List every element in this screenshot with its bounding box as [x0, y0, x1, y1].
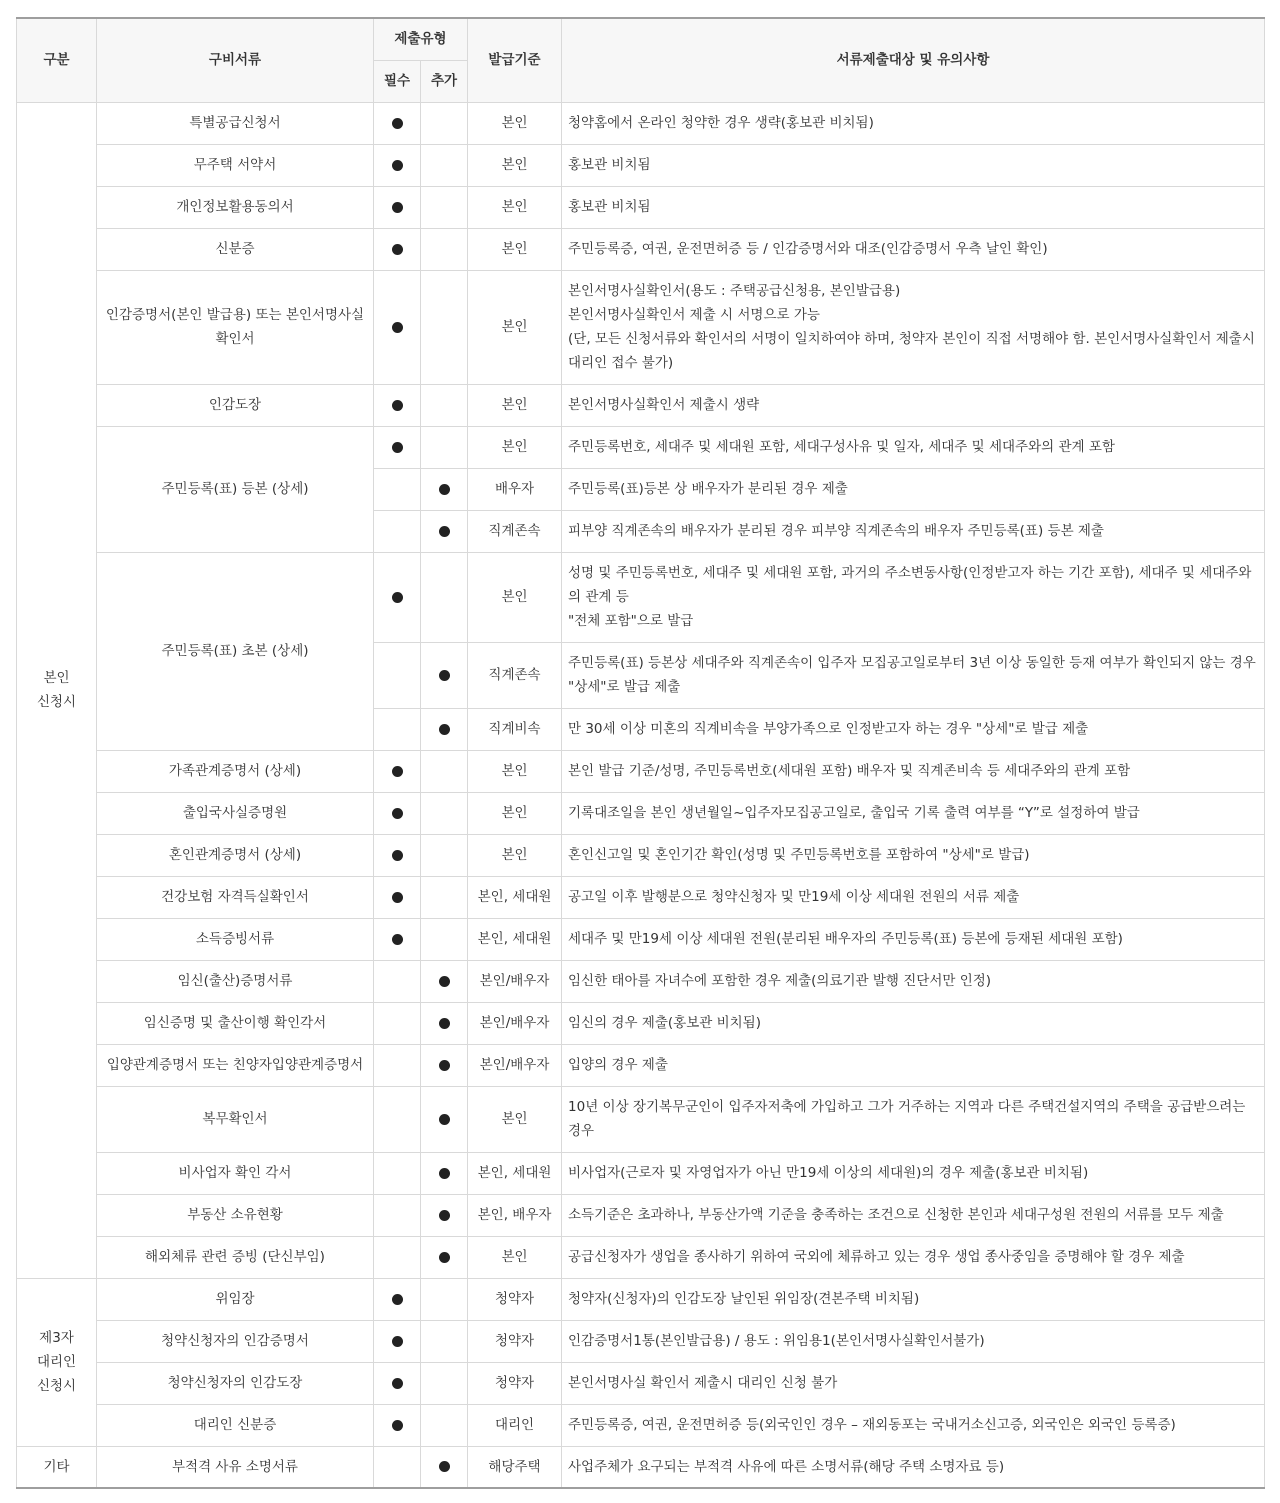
table-row [17, 1362, 1265, 1404]
filled-circle-icon [392, 244, 403, 255]
header-issue-basis: 발급기준 [468, 18, 562, 102]
table-row [17, 1278, 1265, 1320]
additional-cell [421, 186, 468, 228]
issue-basis-cell: 청약자 [468, 1320, 562, 1362]
issue-basis-cell: 본인 [468, 750, 562, 792]
issue-basis-cell: 배우자 [468, 468, 562, 510]
filled-circle-icon [392, 1294, 403, 1305]
issue-basis-cell: 본인 [468, 552, 562, 642]
required-cell [374, 468, 421, 510]
filled-circle-icon [392, 808, 403, 819]
document-cell: 청약신청자의 인감도장 [97, 1362, 374, 1404]
issue-basis-cell: 본인/배우자 [468, 1044, 562, 1086]
required-cell [374, 102, 421, 144]
table-row [17, 426, 1265, 468]
required-cell [374, 1404, 421, 1446]
document-cell: 출입국사실증명원 [97, 792, 374, 834]
additional-cell [421, 384, 468, 426]
issue-basis-cell: 본인/배우자 [468, 1002, 562, 1044]
table-row [17, 1152, 1265, 1194]
issue-basis-cell: 본인/배우자 [468, 960, 562, 1002]
document-cell: 소득증빙서류 [97, 918, 374, 960]
additional-cell [421, 642, 468, 708]
issue-basis-cell: 직계비속 [468, 708, 562, 750]
notes-cell: 만 30세 이상 미혼의 직계비속을 부양가족으로 인정받고자 하는 경우 "상세"로 발급 제출 [562, 708, 1265, 750]
notes-cell: 소득기준은 초과하나, 부동산가액 기준을 충족하는 조건으로 신청한 본인과 세대구성원 전원의 서류를 모두 제출 [562, 1194, 1265, 1236]
filled-circle-icon [392, 592, 403, 603]
table-row [17, 792, 1265, 834]
additional-cell [421, 144, 468, 186]
notes-cell: 피부양 직계존속의 배우자가 분리된 경우 피부양 직계존속의 배우자 주민등록(표) 등본 제출 [562, 510, 1265, 552]
additional-cell [421, 960, 468, 1002]
required-cell [374, 1044, 421, 1086]
issue-basis-cell: 본인 [468, 834, 562, 876]
additional-cell [421, 1404, 468, 1446]
document-cell: 가족관계증명서 (상세) [97, 750, 374, 792]
document-cell: 주민등록(표) 초본 (상세) [97, 552, 374, 750]
issue-basis-cell: 본인 [468, 792, 562, 834]
required-cell [374, 510, 421, 552]
table-row [17, 1404, 1265, 1446]
table-row [17, 750, 1265, 792]
table-row [17, 1002, 1265, 1044]
filled-circle-icon [439, 1114, 450, 1125]
additional-cell [421, 102, 468, 144]
notes-cell: 본인 발급 기준/성명, 주민등록번호(세대원 포함) 배우자 및 직계존비속 등 세대주와의 관계 포함 [562, 750, 1265, 792]
notes-cell: 본인서명사실 확인서 제출시 대리인 신청 불가 [562, 1362, 1265, 1404]
required-cell [374, 186, 421, 228]
issue-basis-cell: 본인, 세대원 [468, 918, 562, 960]
issue-basis-cell: 청약자 [468, 1278, 562, 1320]
required-cell [374, 918, 421, 960]
header-group: 구분 [17, 18, 97, 102]
header-document: 구비서류 [97, 18, 374, 102]
table-row [17, 1320, 1265, 1362]
required-cell [374, 960, 421, 1002]
document-cell: 청약신청자의 인감증명서 [97, 1320, 374, 1362]
required-cell [374, 1002, 421, 1044]
table-row [17, 876, 1265, 918]
filled-circle-icon [439, 670, 450, 681]
notes-cell: 홍보관 비치됨 [562, 144, 1265, 186]
document-cell: 개인정보활용동의서 [97, 186, 374, 228]
issue-basis-cell: 본인 [468, 144, 562, 186]
filled-circle-icon [439, 1018, 450, 1029]
additional-cell [421, 270, 468, 384]
group-cell: 제3자 대리인 신청시 [17, 1278, 97, 1446]
additional-cell [421, 876, 468, 918]
required-cell [374, 270, 421, 384]
header-additional: 추가 [421, 60, 468, 102]
required-cell [374, 876, 421, 918]
notes-cell: 혼인신고일 및 혼인기간 확인(성명 및 주민등록번호를 포함하여 "상세"로 발급) [562, 834, 1265, 876]
required-cell [374, 144, 421, 186]
required-cell [374, 1086, 421, 1152]
filled-circle-icon [439, 1210, 450, 1221]
issue-basis-cell: 해당주택 [468, 1446, 562, 1488]
document-cell: 복무확인서 [97, 1086, 374, 1152]
notes-cell: 주민등록(표)등본 상 배우자가 분리된 경우 제출 [562, 468, 1265, 510]
required-cell [374, 1446, 421, 1488]
additional-cell [421, 426, 468, 468]
document-cell: 대리인 신분증 [97, 1404, 374, 1446]
notes-cell: 홍보관 비치됨 [562, 186, 1265, 228]
required-cell [374, 384, 421, 426]
table-row [17, 186, 1265, 228]
required-cell [374, 1320, 421, 1362]
table-row [17, 228, 1265, 270]
filled-circle-icon [392, 118, 403, 129]
required-cell [374, 1194, 421, 1236]
required-cell [374, 792, 421, 834]
table-row [17, 1086, 1265, 1152]
notes-cell: 입양의 경우 제출 [562, 1044, 1265, 1086]
issue-basis-cell: 본인 [468, 426, 562, 468]
notes-cell: 10년 이상 장기복무군인이 입주자저축에 가입하고 그가 거주하는 지역과 다른 주택건설지역의 주택을 공급받으려는 경우 [562, 1086, 1265, 1152]
issue-basis-cell: 본인, 배우자 [468, 1194, 562, 1236]
table-row [17, 1044, 1265, 1086]
filled-circle-icon [392, 160, 403, 171]
issue-basis-cell: 직계존속 [468, 642, 562, 708]
filled-circle-icon [392, 850, 403, 861]
document-cell: 비사업자 확인 각서 [97, 1152, 374, 1194]
notes-cell: 기록대조일을 본인 생년월일~입주자모집공고일로, 출입국 기록 출력 여부를 “Y”로 설정하여 발급 [562, 792, 1265, 834]
additional-cell [421, 1152, 468, 1194]
issue-basis-cell: 본인 [468, 270, 562, 384]
required-cell [374, 426, 421, 468]
table-row [17, 102, 1265, 144]
additional-cell [421, 792, 468, 834]
notes-cell: 성명 및 주민등록번호, 세대주 및 세대원 포함, 과거의 주소변동사항(인정받고자 하는 기간 포함), 세대주 및 세대주와의 관계 등 "전체 포함"으로 발급 [562, 552, 1265, 642]
document-cell: 부적격 사유 소명서류 [97, 1446, 374, 1488]
table-row [17, 1236, 1265, 1278]
filled-circle-icon [392, 934, 403, 945]
additional-cell [421, 750, 468, 792]
additional-cell [421, 1236, 468, 1278]
additional-cell [421, 552, 468, 642]
filled-circle-icon [439, 724, 450, 735]
header-required: 필수 [374, 60, 421, 102]
table-row [17, 270, 1265, 384]
additional-cell [421, 834, 468, 876]
document-cell: 인감증명서(본인 발급용) 또는 본인서명사실확인서 [97, 270, 374, 384]
required-cell [374, 1278, 421, 1320]
filled-circle-icon [439, 484, 450, 495]
issue-basis-cell: 본인 [468, 384, 562, 426]
document-cell: 임신증명 및 출산이행 확인각서 [97, 1002, 374, 1044]
table-row [17, 834, 1265, 876]
filled-circle-icon [439, 976, 450, 987]
filled-circle-icon [439, 1168, 450, 1179]
document-cell: 위임장 [97, 1278, 374, 1320]
additional-cell [421, 1446, 468, 1488]
required-cell [374, 834, 421, 876]
filled-circle-icon [392, 322, 403, 333]
document-cell: 주민등록(표) 등본 (상세) [97, 426, 374, 552]
table-body [17, 102, 1265, 1488]
additional-cell [421, 1278, 468, 1320]
filled-circle-icon [439, 526, 450, 537]
additional-cell [421, 510, 468, 552]
additional-cell [421, 1044, 468, 1086]
header-notes: 서류제출대상 및 유의사항 [562, 18, 1265, 102]
filled-circle-icon [439, 1461, 450, 1472]
notes-cell: 임신의 경우 제출(홍보관 비치됨) [562, 1002, 1265, 1044]
document-cell: 해외체류 관련 증빙 (단신부임) [97, 1236, 374, 1278]
issue-basis-cell: 본인, 세대원 [468, 876, 562, 918]
required-documents-table [16, 17, 1265, 1489]
notes-cell: 인감증명서1통(본인발급용) / 용도 : 위임용1(본인서명사실확인서불가) [562, 1320, 1265, 1362]
table-row [17, 552, 1265, 642]
table-row [17, 960, 1265, 1002]
required-cell [374, 1152, 421, 1194]
document-cell: 혼인관계증명서 (상세) [97, 834, 374, 876]
notes-cell: 주민등록증, 여권, 운전면허증 등(외국인인 경우 – 재외동포는 국내거소신고증, 외국인은 외국인 등록증) [562, 1404, 1265, 1446]
additional-cell [421, 918, 468, 960]
filled-circle-icon [392, 1420, 403, 1431]
table-row [17, 1194, 1265, 1236]
table-row [17, 918, 1265, 960]
document-cell: 건강보험 자격득실확인서 [97, 876, 374, 918]
table-row [17, 384, 1265, 426]
filled-circle-icon [439, 1060, 450, 1071]
document-cell: 인감도장 [97, 384, 374, 426]
additional-cell [421, 468, 468, 510]
additional-cell [421, 708, 468, 750]
notes-cell: 비사업자(근로자 및 자영업자가 아닌 만19세 이상의 세대원)의 경우 제출(홍보관 비치됨) [562, 1152, 1265, 1194]
issue-basis-cell: 본인 [468, 1086, 562, 1152]
required-cell [374, 708, 421, 750]
filled-circle-icon [392, 766, 403, 777]
notes-cell: 공고일 이후 발행분으로 청약신청자 및 만19세 이상 세대원 전원의 서류 제출 [562, 876, 1265, 918]
table-row [17, 1446, 1265, 1488]
filled-circle-icon [392, 202, 403, 213]
required-cell [374, 1236, 421, 1278]
additional-cell [421, 1194, 468, 1236]
notes-cell: 청약자(신청자)의 인감도장 날인된 위임장(견본주택 비치됨) [562, 1278, 1265, 1320]
issue-basis-cell: 본인 [468, 228, 562, 270]
filled-circle-icon [439, 1252, 450, 1263]
document-cell: 신분증 [97, 228, 374, 270]
issue-basis-cell: 본인 [468, 186, 562, 228]
notes-cell: 본인서명사실확인서(용도 : 주택공급신청용, 본인발급용) 본인서명사실확인서 제출 시 서명으로 가능 (단, 모든 신청서류와 확인서의 서명이 일치하여야 하며, 청약자 본인이 직접 서명해야 함. 본인서명사실확인서 제출시 대리인 접수 불가) [562, 270, 1265, 384]
table-row [17, 144, 1265, 186]
filled-circle-icon [392, 1336, 403, 1347]
required-cell [374, 642, 421, 708]
document-cell: 특별공급신청서 [97, 102, 374, 144]
issue-basis-cell: 대리인 [468, 1404, 562, 1446]
notes-cell: 공급신청자가 생업을 종사하기 위하여 국외에 체류하고 있는 경우 생업 종사중임을 증명해야 할 경우 제출 [562, 1236, 1265, 1278]
additional-cell [421, 1002, 468, 1044]
notes-cell: 주민등록(표) 등본상 세대주와 직계존속이 입주자 모집공고일로부터 3년 이상 동일한 등재 여부가 확인되지 않는 경우 "상세"로 발급 제출 [562, 642, 1265, 708]
notes-cell: 청약홈에서 온라인 청약한 경우 생략(홍보관 비치됨) [562, 102, 1265, 144]
required-cell [374, 228, 421, 270]
document-cell: 부동산 소유현황 [97, 1194, 374, 1236]
additional-cell [421, 228, 468, 270]
required-cell [374, 552, 421, 642]
notes-cell: 본인서명사실확인서 제출시 생략 [562, 384, 1265, 426]
issue-basis-cell: 본인 [468, 102, 562, 144]
notes-cell: 주민등록번호, 세대주 및 세대원 포함, 세대구성사유 및 일자, 세대주 및 세대주와의 관계 포함 [562, 426, 1265, 468]
notes-cell: 주민등록증, 여권, 운전면허증 등 / 인감증명서와 대조(인감증명서 우측 날인 확인) [562, 228, 1265, 270]
additional-cell [421, 1320, 468, 1362]
filled-circle-icon [392, 892, 403, 903]
filled-circle-icon [392, 1378, 403, 1389]
notes-cell: 사업주체가 요구되는 부적격 사유에 따른 소명서류(해당 주택 소명자료 등) [562, 1446, 1265, 1488]
document-cell: 입양관계증명서 또는 친양자입양관계증명서 [97, 1044, 374, 1086]
issue-basis-cell: 직계존속 [468, 510, 562, 552]
required-cell [374, 750, 421, 792]
additional-cell [421, 1086, 468, 1152]
document-cell: 임신(출산)증명서류 [97, 960, 374, 1002]
additional-cell [421, 1362, 468, 1404]
group-cell: 기타 [17, 1446, 97, 1488]
filled-circle-icon [392, 442, 403, 453]
issue-basis-cell: 본인 [468, 1236, 562, 1278]
required-cell [374, 1362, 421, 1404]
notes-cell: 임신한 태아를 자녀수에 포함한 경우 제출(의료기관 발행 진단서만 인정) [562, 960, 1265, 1002]
notes-cell: 세대주 및 만19세 이상 세대원 전원(분리된 배우자의 주민등록(표) 등본에 등재된 세대원 포함) [562, 918, 1265, 960]
header-submit-type: 제출유형 [374, 18, 468, 60]
filled-circle-icon [392, 400, 403, 411]
document-cell: 무주택 서약서 [97, 144, 374, 186]
issue-basis-cell: 청약자 [468, 1362, 562, 1404]
group-cell: 본인 신청시 [17, 102, 97, 1278]
issue-basis-cell: 본인, 세대원 [468, 1152, 562, 1194]
